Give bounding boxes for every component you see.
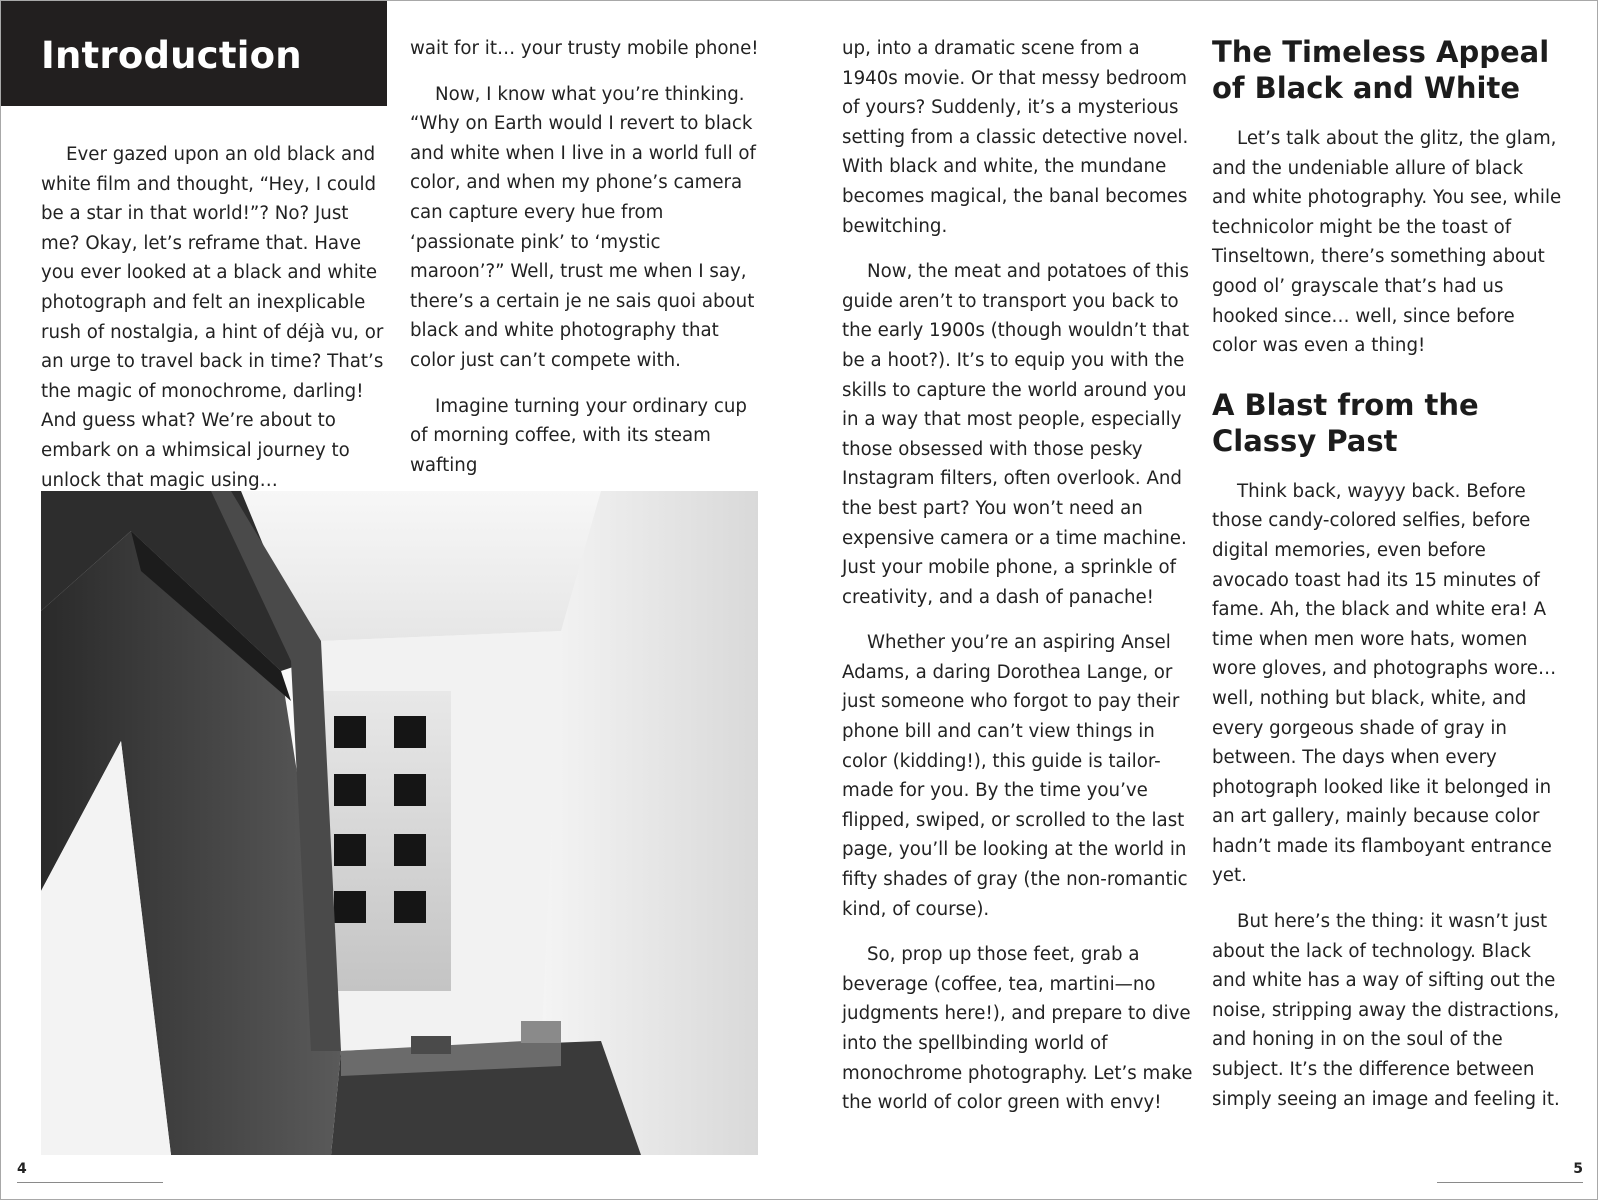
paragraph: Ever gazed upon an old black and white film and thought, “Hey, I could be a star in that world!”? No? Just me? Okay, let’s reframe that. Have you ever looked at a black and white photograph and felt an inexplicable rush of nostalgia, a hint of déjà vu, or an urge to travel back in time? That’s the magic of monochrome, darling! And guess what? We’re about to embark on a whimsical journey to unlock that magic using… [41,144,384,491]
footer-rule-left [17,1182,163,1183]
subsection-heading: A Blast from the Classy Past [1212,387,1479,458]
right-column-1 [842,34,1197,1134]
right-column-2 [1212,34,1562,1130]
footer-rule-right [1437,1182,1583,1183]
paragraph: up, into a dramatic scene from a 1940s movie. Or that messy bedroom of yours? Suddenly, it’s a mysterious setting from a classic detective novel. With black and white, the mundane becomes magical, the banal becomes bewitching. [842,38,1189,237]
paragraph: Think back, wayyy back. Before those candy-colored selfies, before digital memories, even before avocado toast had its 15 minutes of fame. Ah, the black and white era! A time when men wore hats, women wore gloves, and photographs wore… well, nothing but black, white, and every gorgeous shade of gray in between. The days when every photograph looked like it belonged in an art gallery, mainly because color hadn’t made its flamboyant entrance yet. [1212,480,1557,887]
right-page [801,1,1599,1199]
left-page [1,1,801,1199]
paragraph: So, prop up those feet, grab a beverage (coffee, tea, martini—no judgments here!), and prepare to dive into the spellbinding world of monochrome photography. Let’s make the world of color green with envy! [842,944,1193,1114]
paragraph: Now, I know what you’re thinking. “Why on Earth would I revert to black and white when I live in a world full of color, and when my phone’s camera can capture every hue from ‘passionate pink’ to ‘mystic maroon’?” Well, trust me when I say, there’s a certain je ne sais quoi about black and white photography that color just can’t compete with. [410,83,756,371]
section-heading: The Timeless Appeal of Black and White [1212,35,1550,105]
page-number-left: 4 [17,1161,27,1177]
left-column-1 [41,140,391,511]
paragraph: wait for it… your trusty mobile phone! [410,38,759,59]
page-number-right: 5 [1573,1161,1583,1177]
paragraph: Let’s talk about the glitz, the glam, and the undeniable allure of black and white photography. You see, while technicolor might be the toast of Tinseltown, there’s something about good ol’ grayscale that’s had us hooked since… well, since before color was even a thing! [1212,128,1562,357]
paragraph: Now, the meat and potatoes of this guide aren’t to transport you back to the early 1900s (though wouldn’t that be a hoot?). It’s to equip you with the skills to capture the world around you in a way that most people, especially those obsessed with those pesky Instagram filters, often overlook. And the best part? You won’t need an expensive camera or a time machine. Just your mobile phone, a sprinkle of creativity, and a dash of panache! [842,261,1190,608]
paragraph: But here’s the thing: it wasn’t just about the lack of technology. Black and white has a way of sifting out the noise, stripping away the distractions, and honing in on the soul of the subject. It’s the difference between simply seeing an image and feeling it. [1212,911,1560,1110]
left-column-2 [410,34,760,496]
page-title: Introduction [41,34,302,77]
paragraph: Imagine turning your ordinary cup of morning coffee, with its steam wafting [410,395,747,476]
paragraph: Whether you’re an aspiring Ansel Adams, a daring Dorothea Lange, or just someone who forgot to pay their phone bill and can’t view things in color (kidding!), this guide is tailor-made for you. By the time you’ve flipped, swiped, or scrolled to the last page, you’ll be looking at the world in fifty shades of gray (the non-romantic kind, of course). [842,632,1188,920]
staircase-photo [41,491,758,1155]
intro-header-block [1,1,387,106]
